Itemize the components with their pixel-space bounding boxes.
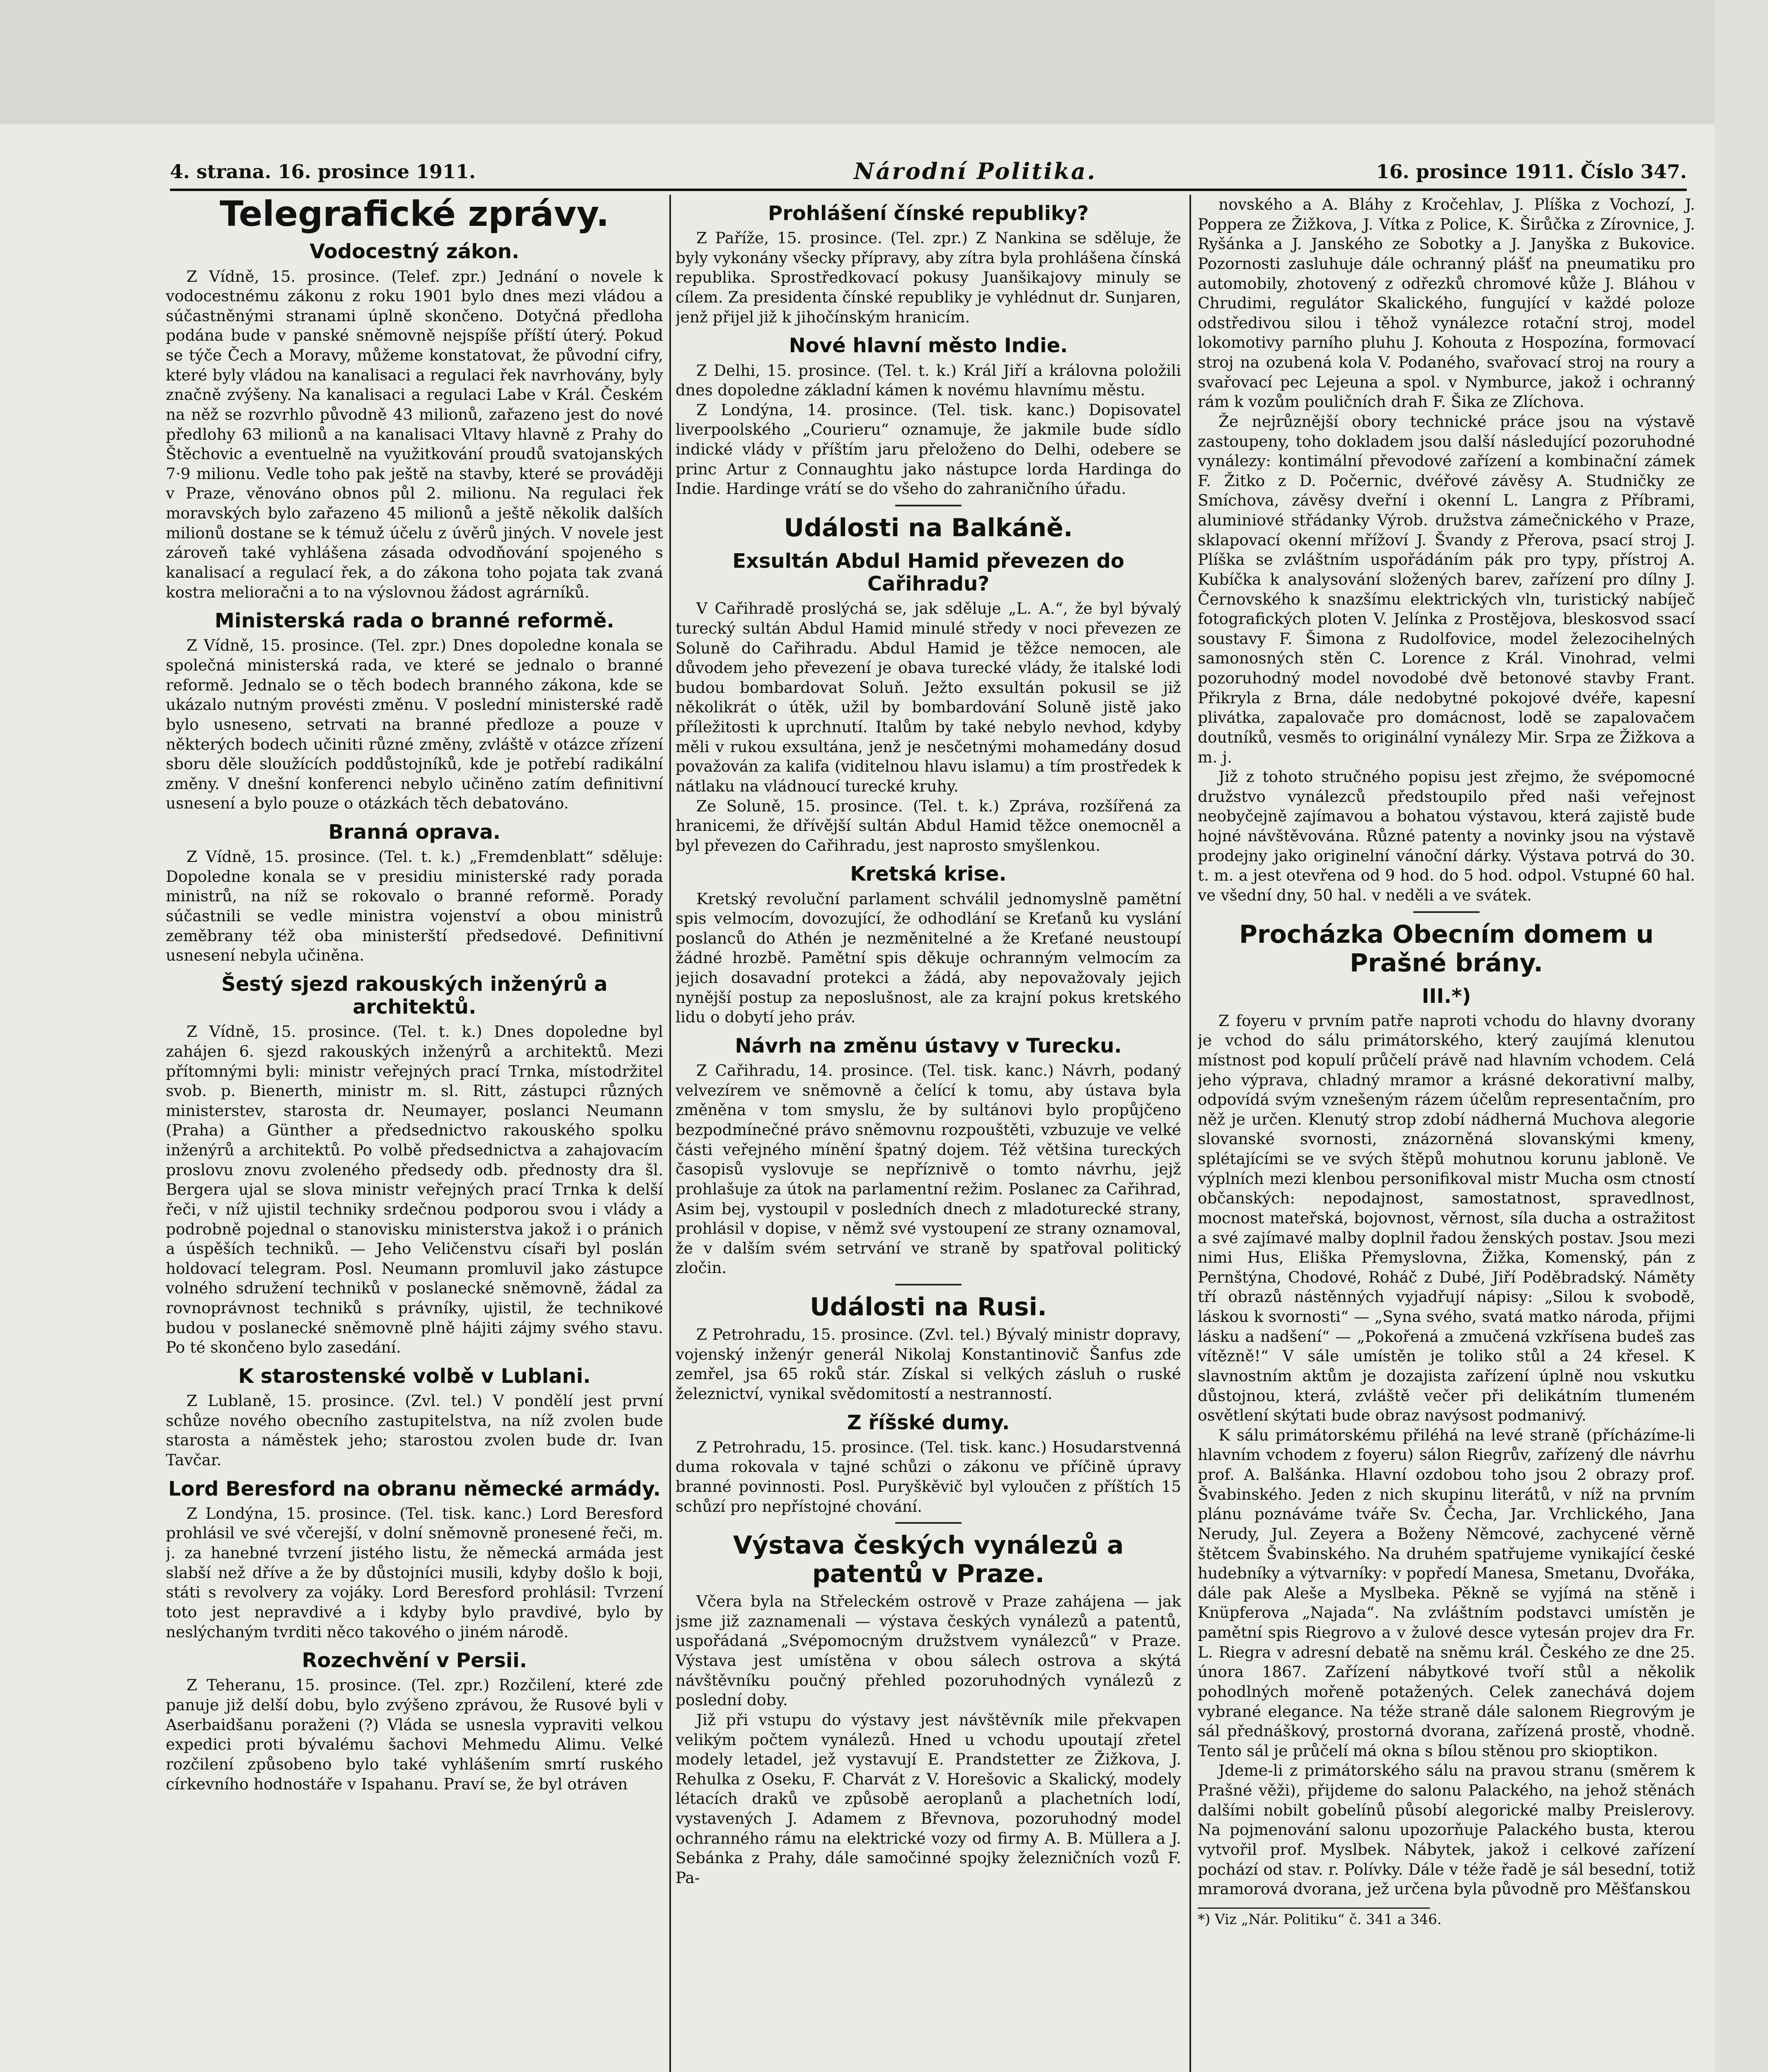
article-paragraph: Z Lublaně, 15. prosince. (Zvl. tel.) V pondělí jest první schůze nového obecního zastupitelstva, na níž zvolen bude starosta a náměstek jeho; starostou zvolen bude dr. Ivan Tavčar. [166,1392,663,1469]
article-paragraph: Kretský revoluční parlament schválil jednomyslně pamětní spis velmocím, dovozující, že odhodlání se Kreťanů ku vyslání poslanců do Athén je nezměnitelné a že Kreťané neustoupí žádné hrozbě. Pamětní spis děkuje ochranným velmocím za jejich dosavadní protekci a žádá, aby nepovažovaly jejich nynější postup za neposlušnost, ale za krajní pokus kretského lidu o dobytí jeho práv. [676,889,1181,1026]
page-header [170,155,1687,191]
column-3 [1198,195,1695,2072]
column-2 [676,195,1181,2072]
article-paragraph: Z Petrohradu, 15. prosince. (Tel. tisk. kanc.) Hosudarstvenná duma rokovala v tajné schůzi o zákonu ve příčině úpravy branné povinnosti. Posl. Puryškěvič byl vyloučen z příštích 15 schůzí pro nepřístojné chování. [676,1438,1181,1515]
separator [895,1284,962,1285]
article-title: Události na Balkáně. [784,513,1073,542]
article-title: Procházka Obecním domem u Prašné brány. [1239,920,1654,978]
article-paragraph: Již při vstupu do výstavy jest návštěvník mile překvapen velikým počtem vynálezů. Hned u vchodu upoutají zřetel modely letadel, jež vystavují E. Prandstetter ze Žižkova, J. Rehulka z Oseku, F. Charvát z V. Horešovic a Skalický, modely létacích draků ve způsobě aeroplanů a plachetních lodí, vystavených J. Adamem z Břevnova, pozoruhodný model ochranného rámu na elektrické vozy od firmy A. B. Müllera a J. Sebánka z Prahy, dále samočinné spojky železničních vozů F. Pa- [676,1710,1181,1887]
separator [895,1522,962,1524]
masthead: Národní Politika. [854,158,1097,184]
article-title: Prohlášení čínské republiky? [768,202,1089,225]
article-paragraph: Z Vídně, 15. prosince. (Telef. zpr.) Jednání o novele k vodocestnému zákonu z roku 1901 bylo dnes mezi vládou a súčastněnými stranami úplně skončeno. Dotyčná předloha podána bude v panské sněmovně nejspíše příští úterý. Pokud se týče Čech a Moravy, můžeme konstatovat, že původní cifry, které byly vládou na kanalisaci a regulaci řek navrhovány, byly značně zvýšeny. Na kanalisaci a regulaci Labe v Král. Českém na něž se rozvrhlo původně 43 milionů, zařazeno jest do nové předlohy 63 milionů a na kanalisaci Vltavy hlavně z Prahy do Štěchovic a eventuelně na využitkování proudů svatojanských 7·9 milionu. Vedle toho pak ještě na stavby, které se prováději v Praze, věnováno obnos půl 2. milionu. Na regulaci řek moravských bylo zařazeno 45 milionů a ještě několik dalších milionů dostane se k témuž účelu z úvěrů jiných. V novele jest zároveň také vyhlášena zásada odvodňování spojeného s kanalisací a regulací řek, a do zákona toho pojata tak zvaná kostra melioračni a to na výslovnou žádost agrárníků. [166,267,663,601]
article-title: Šestý sjezd rakouských inženýrů a architektů. [221,972,608,1019]
footnote: *) Viz „Nár. Politiku“ č. 341 a 346. [1198,1911,1442,1928]
column-rule [1189,195,1191,2072]
section-heading: Telegrafické zprávy. [220,195,609,234]
article-paragraph: V Cařihradě proslýchá se, jak sděluje „L. A.“, že byl bývalý turecký sultán Abdul Hamid minulé středy v noci převezen ze Soluně do Cařihradu. Abdul Hamid je těžce nemocen, ale důvodem jeho převezení je obava turecké vlády, že italské lodi budou bombardovat Soluň. Ježto exsultán pokusil se již několikrát o útěk, užil by bombardování Soluně jistě jako příležitosti k uprchnutí. Italům by také nebylo nevhod, kdyby měli v rukou exsultána, jenž je nesčetnými mohamedány dosud považován za kalifa (viditelnou hlavu islamu) a tím prostředek k nátlaku na vládnoucí turecké kruhy. [676,599,1181,795]
article-paragraph: Z Delhi, 15. prosince. (Tel. t. k.) Král Jiří a královna položili dnes dopoledne základní kámen k novému hlavnímu městu. [676,361,1181,399]
article-title: Návrh na změnu ústavy v Turecku. [735,1034,1122,1058]
article-paragraph: Z Vídně, 15. prosince. (Tel. zpr.) Dnes dopoledne konala se společná ministerská rada, ve které se jednalo o branné reformě. Jednalo se o těch bodech branného zákona, kde se ukázalo nutným provésti změnu. V poslední ministerské radě bylo usneseno, setrvati na branné předloze a pouze v některých bodech učiniti různé změny, zvláště v otázce zřízení sboru děle sloužících poddůstojníků, kde je potřebí radikální změny. V dnešní konferenci nebylo učiněno zatím definitivní usnesení a bylo pouze o otázkách těch debatováno. [166,636,663,813]
article-title: Lord Beresford na obranu německé armády. [168,1477,661,1501]
header-left: 4. strana. 16. prosince 1911. [170,160,476,183]
article-paragraph: Z Paříže, 15. prosince. (Tel. zpr.) Z Nankina se sděluje, že byly vykonány všecky přípravy, aby zítra byla prohlášena čínská republika. Sprostředkovací pokusy Juanšikajovy minuly se cílem. Za presidenta čínské republiky je vyhlédnut dr. Sunjaren, jenž přijel již k jihočínským hranicím. [676,229,1181,326]
article-paragraph: novského a A. Bláhy z Kročehlav, J. Plíška z Vochozí, J. Poppera ze Žižkova, J. Vítka z Police, K. Širůčka z Zírovnice, J. Ryšánka a J. Janského ze Sobotky a J. Janyška z Bukovice. Pozornosti zasluhuje dále ochranný plášť na pneumatiku pro automobily, zhotovený z odřezků chromové kůže J. Bláhou v Chrudimi, regulátor Skalického, fungující v každé poloze odstředivou silou i těhož vynálezce rotační stroj, model lokomotivy parního pluhu J. Kohouta z Hospozína, formovací stroj na ozubená kola V. Podaného, svařovací stroj na roury a svařovací pec Lejeuna a spol. v Nymburce, jakož i ochranný rám k vozům pouličních drah F. Šika ze Zlíchova. [1198,195,1695,411]
article-paragraph: Z Petrohradu, 15. prosince. (Zvl. tel.) Bývalý ministr dopravy, vojenský inženýr generál Nikolaj Konstantinovič Šanfus zde zemřel, jsa 65 roků stár. Získal si velkých zásluh o ruské železnictví, vynikal svědomitostí a nestranností. [676,1325,1181,1403]
article-paragraph: Jdeme-li z primátorského sálu na pravou stranu (směrem k Prašné věži), přijdeme do salonu Palackého, na jehož stěnách dalšími nobilt gobelínů působí alegorické malby Preislerovy. Na pojmenování salonu upozorňuje Palackého busta, kterou vytvořil prof. Myslbek. Nábytek, jakož i celkové zařízení pochází od stav. r. Polívky. Dále v téže řadě je sál besední, totiž mramorová dvorana, jež určena byla původně pro Měšťanskou [1198,1761,1695,1898]
article-paragraph: K sálu primátorskému přiléhá na levé straně (přícházíme-li hlavním vchodem z foyeru) sálon Riegrův, zařízený dle návrhu prof. A. Balšánka. Hlavní ozdobou toho jsou 2 obrazy prof. Švabinského. Jeden z nich skupinu literátů, v níž na prvním plánu poznáváme tváře Sv. Čecha, Jar. Vrchlického, Jana Nerudy, Jul. Zeyera a Boženy Němcové, zachycené věrně štětcem Švabinského. Na druhém spatřujeme vynikající české hudebníky a výtvarníky: v popředí Manesa, Smetanu, Dvořáka, dále pak Aleše a Myslbeka. Pěkně se vyjímá na stěně i Knüpferova „Najada“. Na zvláštním podstavci umístěn je pamětní spis Riegrovo a v žulové desce vytesán projev dra Fr. L. Riegra v adresní debatě na sněmu král. Českého ze dne 25. února 1867. Zařízení nábytkové tvoří stůl a několik pohodlných mořeně potažených. Celek zanechává dojem vybrané elegance. Na téže straně dále salonem Riegrovým je sál přednáškový, prostorná dvorana, zařízená prostě, vhodně. Tento sál je průčelí má okna s bílou stěnou pro skioptikon. [1198,1426,1695,1760]
article-title: Z říšské dumy. [847,1411,1010,1434]
article-paragraph: Že nejrůznější obory technické práce jsou na výstavě zastoupeny, toho dokladem jsou další následující pozoruhodné vynálezy: kontimální převodové zařízení a kombinační zámek F. Žitko z D. Počernic, dvéřové závěsy A. Studničky ze Smíchova, závěsy dveřní i okenní L. Langra z Příbrami, aluminiové střádanky Výrob. družstva zámečnického v Praze, sklapovací okenní mřížoví J. Švandy z Přerova, psací stroj J. Plíška se zvláštním uspořádáním pák pro typy, přístroj A. Kubíčka k analysování složených barev, zařízení pro dílny J. Černovského k snazšímu elektrických vln, turistický nabíječ fotografických ploten V. Jelínka z Prostějova, bleskosvod ssací soustavy F. Šimona z Rudolfovice, model železocihelných samonosných stěn C. Lorence z Král. Vinohrad, velmi pozoruhodný model novodobé dvě betonové stavby Frant. Přikryla z Brna, dále nedobytné pokojové dvéře, kapesní plivátka, zapalovače pro domácnost, lodě se zapalovačem doutníků, vesměs to originální vynálezy Mir. Srpa ze Žižkova a m. j. [1198,412,1695,766]
header-right: 16. prosince 1911. Číslo 347. [1376,160,1687,183]
article-paragraph: Z Cařihradu, 14. prosince. (Tel. tisk. kanc.) Návrh, podaný velvezírem ve sněmovně a čelící k tomu, aby ústava byla změněna v tom smyslu, že by sultánovi bylo propůjčeno bezpodmínečné právo sněmovnu rozpouštěti, vzbuzuje ve velké části veřejného mínění špatný dojem. Též většina tureckých časopisů vyslovuje se nepříznivě o tomto návrhu, jejž prohlašuje za útok na parlamentní režim. Poslanec za Cařihrad, Asim bej, vystoupil v posledních dnech z mladoturecké strany, prohlásil v dopise, v němž své vystoupení ze strany oznamoval, že v dalším svém setrvání ve straně by spatřoval politický zločin. [676,1061,1181,1277]
article-paragraph: Z Vídně, 15. prosince. (Tel. t. k.) Dnes dopoledne byl zahájen 6. sjezd rakouských inženýrů a architektů. Mezi přítomnými byli: ministr veřejných prací Trnka, místodržitel svob. p. Bienerth, ministr m. sl. Ritt, zástupci různých ministerstev, starosta dr. Neumayer, poslanci Neumann (Praha) a Günther a předsednictvo rakouského spolku inženýrů a architektů. Po volbě předsednictva a zahajovacím proslovu znovu zvoleného předsedy odb. přednosty dra šl. Bergera ujal se slova ministr veřejných prací Trnka k delší řeči, v níž ujistil techniky srdečnou podporou svou i vlády a podrobně pojednal o stanovisku ministerstva jakož i o pránich a úspěších techniků. — Jeho Veličenstvu císaři byl poslán holdovací telegram. Posl. Neumann promluvil jako zástupce volného sdružení techniků v poslanecké sněmovně, žádal za rovnoprávnost techniků s právníky, ujistil, že technikové budou v poslanecké sněmovně plně hájiti zájmy svého stavu. Po té skončeno bylo zasedání. [166,1022,663,1357]
article-title: Vodocestný zákon. [310,240,519,264]
article-title: Události na Rusi. [810,1293,1047,1322]
column-1 [166,195,663,2072]
article-title: Nové hlavní město Indie. [789,334,1068,358]
article-title: K starostenské volbě v Lublani. [238,1364,591,1388]
article-paragraph: Z Londýna, 14. prosince. (Tel. tisk. kanc.) Dopisovatel liverpoolského „Courieru“ oznamuje, že jakmile bude sídlo indické vlády v příštím jaru přeloženo do Delhi, odebere se princ Artur z Connaughtu jako nástupce lorda Hardinga do Indie. Hardinge vrátí se do všeho do zahraničního úřadu. [676,400,1181,498]
article-paragraph: Včera byla na Střeleckém ostrově v Praze zahájena — jak jsme již zaznamenali — výstava českých vynálezů a patentů, uspořádaná „Svépomocným družstvem vynálezců“ v Praze. Výstava jest umístěna v obou sálech ostrova a skýtá návštěvníku poučný přehled pozoruhodných vynálezů z poslední doby. [676,1592,1181,1709]
article-title: Branná oprava. [328,821,501,844]
column-rule [669,195,671,2072]
article-paragraph: Z Londýna, 15. prosince. (Tel. tisk. kanc.) Lord Beresford prohlásil ve své včerejší, v dolní sněmovně pronesené řeči, m. j. za hanebné tvrzení jistého listu, že německá armáda jest slabší než dříve a že by důstojníci musili, kdyby došlo k boji, státi s revolvery za vojáky. Lord Beresford prohlásil: Tvrzení toto jest nepravdivé a i kdyby bylo pravdivé, bylo by neslýchaným tvrditi něco takového o jiném národě. [166,1504,663,1641]
scan-margin [0,0,1768,124]
article-paragraph: Z foyeru v prvním patře naproti vchodu do hlavny dvorany je vchod do sálu primátorského, který zaujímá klenutou místnost pod kopulí průčelí právě nad hlavním vchodem. Celá jeho výprava, chladný mramor a krásné dekorativní malby, odpovídá svým vznešeným rázem účelům representačním, pro něž je určen. Klenutý strop zdobí nádherná Muchova alegorie slovanské svornosti, znázorněná slovanskými kmeny, splétajícími se ve svých štěpů mohutnou korunu jabloně. Ve výplních mezi klenbou personifikoval mistr Mucha osm ctností občanských: nepodajnost, samostatnost, spravedlnost, mocnost mateřská, bojovnost, věrnost, síla ducha a ostražitost a své zajímavé malby doplnil řadou ženských postav. Jsou mezi nimi Hus, Eliška Přemyslovna, Žižka, Komenský, pán z Pernštýna, Chodové, Roháč z Dubé, Jiří Poděbradský. Náměty tří obrazů nástěnných vyjadřují nápisy: „Silou k svobodě, láskou k svornosti“ — „Syna svého, svatá matko národa, přijmi lásku a nadšení“ — „Pokořená a zmučená vzkřísena budeš zas vítězně!“ V sále umístěn je toliko stůl a 24 křesel. K slavnostním aktům je dozajista zařízení úplně nou vskutku důstojnou, která, zvláště večer při delikátním tlumeném osvětlení skýtati bude obraz navýsost podmanivý. [1198,1011,1695,1425]
article-title: Kretská krise. [850,862,1007,886]
article-subtitle: Exsultán Abdul Hamid převezen do Cařihradu? [732,549,1124,596]
separator [895,505,962,506]
article-subtitle: III.*) [1422,984,1471,1008]
article-paragraph: Již z tohoto stručného popisu jest zřejmo, že svépomocné družstvo vynálezců předstoupilo před naši veřejnost neobyčejně zajímavou a bohatou výstavou, která zajistě bude hojné návštěvována. Různé patenty a novinky jsou na výstavě prodejny jako originelní vánoční dárky. Výstava potrvá do 30. t. m. a jest otevřena od 9 hod. do 5 hod. odpol. Vstupné 60 hal. ve všední dny, 50 hal. v neděli a ve svátek. [1198,767,1695,904]
article-paragraph: Z Teheranu, 15. prosince. (Tel. zpr.) Rozčilení, které zde panuje již delší dobu, bylo zvýšeno zprávou, že Rusové byli v Aserbaidšanu poraženi (?) Vláda se usnesla vypraviti velkou expedici proti bývalému šachovi Mehmedu Alimu. Velké rozčilení způsobeno bylo také vyhlášením smrtí ruského církevního hodnostáře v Ispahanu. Praví se, že byl otráven [166,1676,663,1793]
article-title: Ministerská rada o branné reformě. [215,609,614,633]
scan-edge [1714,0,1768,2072]
separator [1413,911,1480,913]
article-paragraph: Ze Soluně, 15. prosince. (Tel. t. k.) Zpráva, rozšířená za hranicemi, že dřívější sultán Abdul Hamid těžce onemocněl a byl převezen do Cařihradu, jest naprosto smyšlenkou. [676,796,1181,854]
article-paragraph: Z Vídně, 15. prosince. (Tel. t. k.) „Fremdenblatt“ sděluje: Dopoledne konala se v presidiu ministerské rady porada ministrů, na níž se rokovalo o branné reformě. Porady súčastnili se vedle ministra vojenství a obou ministrů zeměbrany též oba ministerští předsedové. Definitivní usnesení nebyla učiněna. [166,847,663,965]
article-title: Rozechvění v Persii. [302,1649,527,1673]
article-title: Výstava českých vynálezů a patentů v Praze. [733,1531,1124,1589]
footnote-rule [1198,1907,1430,1909]
